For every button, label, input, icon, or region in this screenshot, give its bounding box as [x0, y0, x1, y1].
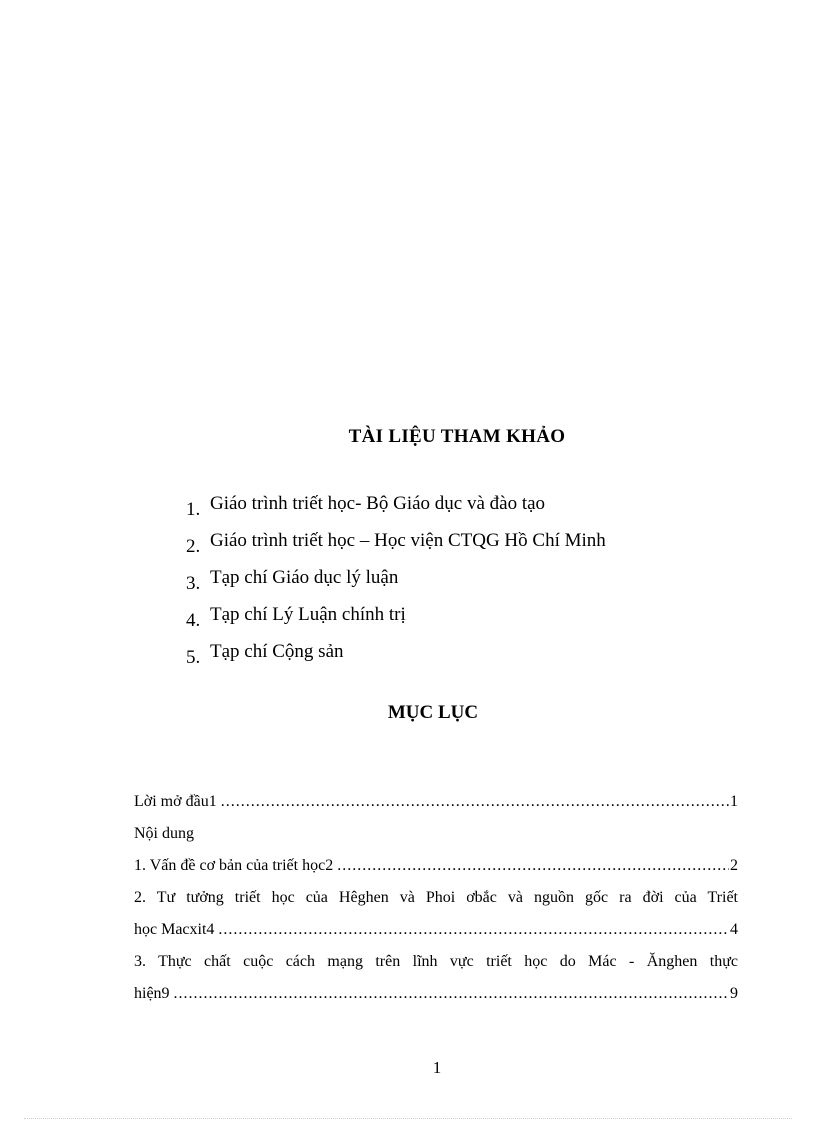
reference-text: Tạp chí Lý Luận chính trị — [210, 604, 406, 625]
toc-entry[interactable] — [134, 948, 738, 980]
reference-number: 1. — [186, 499, 201, 520]
reference-text: Giáo trình triết học- Bộ Giáo dục và đào tạo — [210, 493, 546, 514]
toc-entry[interactable] — [134, 884, 738, 916]
toc-entry-label: Lời mở đầu1 — [134, 793, 217, 810]
reference-item — [186, 640, 786, 677]
toc-dot-leader — [218, 916, 729, 944]
reference-text: Tạp chí Cộng sản — [210, 641, 344, 662]
toc-page-number: 1 — [730, 793, 738, 810]
reference-number: 3. — [186, 573, 201, 594]
toc-heading: MỤC LỤC — [387, 702, 479, 723]
toc-dot-leader — [174, 980, 729, 1008]
toc-entry-continuation[interactable] — [134, 980, 738, 1012]
toc-dot-leader — [337, 852, 729, 880]
reference-number: 2. — [186, 536, 201, 557]
toc-page-number: 2 — [730, 857, 738, 874]
toc-entry-label: học Macxit4 — [134, 921, 215, 938]
page-bottom-divider — [24, 1118, 792, 1119]
reference-item — [186, 529, 786, 566]
toc-entry-label: 1. Vấn đề cơ bản của triết học2 — [134, 857, 334, 874]
table-of-contents — [134, 788, 738, 1012]
toc-entry-label: 2. Tư tưởng triết học của Hêghen và Phoi ơbắc và nguồn gốc ra đời của Triết — [134, 889, 738, 906]
reference-item — [186, 492, 786, 529]
reference-number: 5. — [186, 647, 201, 668]
reference-number: 4. — [186, 610, 201, 631]
toc-entry-continuation[interactable] — [134, 916, 738, 948]
toc-entry-label: hiện9 — [134, 985, 170, 1002]
reference-text: Tạp chí Giáo dục lý luận — [210, 567, 399, 588]
reference-text: Giáo trình triết học – Học viện CTQG Hồ Chí Minh — [210, 530, 606, 551]
toc-page-number: 4 — [730, 921, 738, 938]
toc-entry-label: Nội dung — [134, 825, 194, 842]
reference-item — [186, 566, 786, 603]
toc-entry[interactable] — [134, 852, 738, 884]
reference-item — [186, 603, 786, 640]
references-heading: TÀI LIỆU THAM KHẢO — [348, 426, 566, 447]
toc-dot-leader — [221, 788, 729, 816]
toc-entry-label: 3. Thực chất cuộc cách mạng trên lĩnh vực triết học do Mác - Ănghen thực — [134, 953, 738, 970]
toc-entry[interactable] — [134, 820, 738, 852]
toc-page-number: 9 — [730, 985, 738, 1002]
toc-entry[interactable] — [134, 788, 738, 820]
references-list — [186, 492, 786, 677]
page-number: 1 — [432, 1058, 442, 1077]
